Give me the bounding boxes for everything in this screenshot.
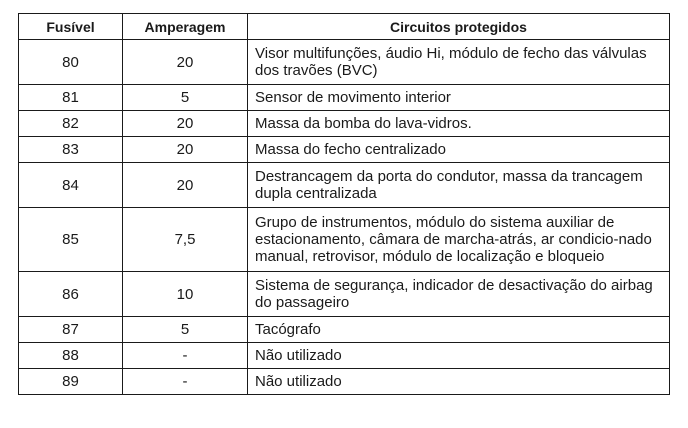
table-row bbox=[19, 208, 670, 272]
table-row bbox=[19, 111, 670, 137]
fuse-number: 89 bbox=[19, 369, 123, 395]
amperage: 5 bbox=[123, 85, 248, 111]
fuse-number: 80 bbox=[19, 40, 123, 85]
fuse-number: 85 bbox=[19, 208, 123, 272]
header-circuits: Circuitos protegidos bbox=[248, 14, 670, 40]
header-amperage: Amperagem bbox=[123, 14, 248, 40]
amperage: - bbox=[123, 369, 248, 395]
table-row bbox=[19, 137, 670, 163]
circuit-description: Não utilizado bbox=[248, 369, 670, 395]
amperage: 5 bbox=[123, 317, 248, 343]
fuse-number: 88 bbox=[19, 343, 123, 369]
circuit-description: Visor multifunções, áudio Hi, módulo de fecho das válvulas dos travões (BVC) bbox=[248, 40, 670, 85]
fuse-number: 84 bbox=[19, 163, 123, 208]
table-row bbox=[19, 343, 670, 369]
table-row bbox=[19, 317, 670, 343]
fuse-table bbox=[18, 13, 670, 395]
amperage: 20 bbox=[123, 163, 248, 208]
circuit-description: Sensor de movimento interior bbox=[248, 85, 670, 111]
amperage: 10 bbox=[123, 272, 248, 317]
table-row bbox=[19, 85, 670, 111]
amperage: 20 bbox=[123, 40, 248, 85]
fuse-number: 86 bbox=[19, 272, 123, 317]
table-row bbox=[19, 40, 670, 85]
amperage: 20 bbox=[123, 137, 248, 163]
amperage: 20 bbox=[123, 111, 248, 137]
table-row bbox=[19, 369, 670, 395]
header-fuse: Fusível bbox=[19, 14, 123, 40]
fuse-number: 81 bbox=[19, 85, 123, 111]
fuse-number: 82 bbox=[19, 111, 123, 137]
circuit-description: Não utilizado bbox=[248, 343, 670, 369]
fuse-number: 83 bbox=[19, 137, 123, 163]
circuit-description: Massa do fecho centralizado bbox=[248, 137, 670, 163]
circuit-description: Grupo de instrumentos, módulo do sistema auxiliar de estacionamento, câmara de marcha-atrás, ar condicio-nado manual, retrovisor, módulo de localização e bloqueio bbox=[248, 208, 670, 272]
amperage: - bbox=[123, 343, 248, 369]
circuit-description: Tacógrafo bbox=[248, 317, 670, 343]
circuit-description: Destrancagem da porta do condutor, massa da trancagem dupla centralizada bbox=[248, 163, 670, 208]
circuit-description: Sistema de segurança, indicador de desactivação do airbag do passageiro bbox=[248, 272, 670, 317]
table-row bbox=[19, 272, 670, 317]
table-header-row bbox=[19, 14, 670, 40]
table-row bbox=[19, 163, 670, 208]
circuit-description: Massa da bomba do lava-vidros. bbox=[248, 111, 670, 137]
amperage: 7,5 bbox=[123, 208, 248, 272]
fuse-number: 87 bbox=[19, 317, 123, 343]
